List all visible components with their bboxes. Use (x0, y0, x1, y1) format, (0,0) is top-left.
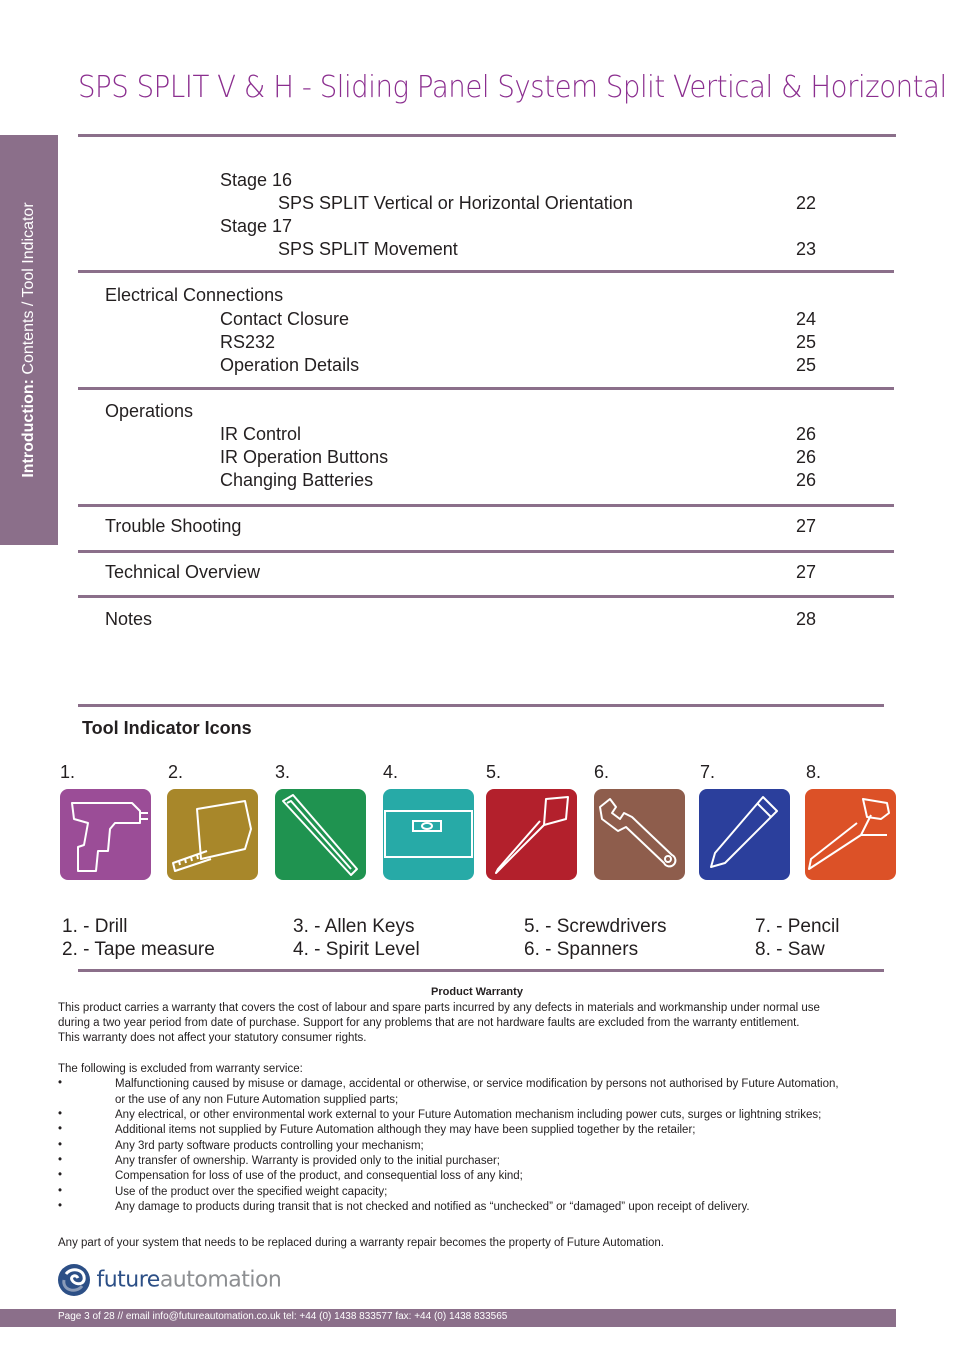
toc-stage17: Stage 17 (220, 216, 293, 236)
legend-tape: 2. - Tape measure (62, 939, 215, 960)
tool-number: 6. (594, 762, 610, 782)
spirit-level-icon (383, 789, 474, 880)
legend-screwdrivers: 5. - Screwdrivers (524, 916, 667, 937)
section-side-tab (0, 135, 58, 545)
bullet: • (58, 1077, 63, 1089)
page-title: SPS SPLIT V & H - Sliding Panel System Split Vertical & Horizontal (78, 70, 947, 105)
toc-item-batteries[interactable]: Changing Batteries (220, 470, 374, 490)
footer-text: Page 3 of 28 // email info@futureautomation.co.uk tel: +44 (0) 1438 833577 fax: +44 (0) 1438 833565 (58, 1311, 508, 1322)
legend-saw: 8. - Saw (755, 939, 825, 960)
allen-keys-icon (275, 789, 366, 880)
toc-section-technical[interactable]: Technical Overview (105, 562, 261, 582)
legend-level: 4. - Spirit Level (293, 939, 420, 960)
tool-number: 2. (168, 762, 184, 782)
drill-icon (60, 789, 151, 880)
excluded-item: Any 3rd party software products controlling your mechanism; (115, 1140, 424, 1152)
pencil-icon (699, 789, 790, 880)
toc-page: 26 (796, 447, 817, 467)
saw-icon (805, 789, 896, 880)
tool-number: 4. (383, 762, 399, 782)
toc-item-opdetails[interactable]: Operation Details (220, 355, 360, 375)
toc-page: 27 (796, 516, 817, 536)
tool-number: 1. (60, 762, 76, 782)
toc-page: 26 (796, 424, 817, 444)
excluded-item: Compensation for loss of use of the product, and consequential loss of any kind; (115, 1170, 523, 1182)
toc-item-orientation[interactable]: SPS SPLIT Vertical or Horizontal Orientation (278, 193, 633, 213)
toc-item-contact[interactable]: Contact Closure (220, 309, 350, 329)
warranty-text: This warranty does not affect your statutory consumer rights. (58, 1032, 367, 1044)
company-logo (56, 1262, 281, 1298)
toc-page: 27 (796, 562, 817, 582)
tool-number: 3. (275, 762, 291, 782)
side-tab-subtitle: Contents / Tool Indicator (20, 202, 37, 380)
toc-divider (78, 504, 894, 507)
tool-number: 7. (700, 762, 716, 782)
tools-heading: Tool Indicator Icons (82, 718, 252, 738)
excluded-item: Any damage to products during transit that is not checked and notified as “unchecked” or “damaged” upon receipt of delivery. (115, 1201, 750, 1213)
tools-bottom-divider (78, 969, 884, 972)
excluded-intro: The following is excluded from warranty service: (58, 1063, 303, 1075)
bullet: • (58, 1185, 63, 1197)
warranty-title: Product Warranty (431, 986, 523, 998)
toc-section-notes[interactable]: Notes (105, 609, 153, 629)
logo-swirl-icon (56, 1262, 92, 1298)
side-tab-section: Introduction: (20, 379, 37, 478)
bullet: • (58, 1169, 63, 1181)
warranty-text: during a two year period from date of purchase. Support for any problems that are not hardware faults are excluded from the warranty entitlement. (58, 1017, 800, 1029)
spanner-icon (594, 789, 685, 880)
warranty-text: This product carries a warranty that covers the cost of labour and spare parts incurred by any defects in materials and workmanship under normal use (58, 1002, 820, 1014)
toc-section-trouble[interactable]: Trouble Shooting (105, 516, 242, 536)
toc-page: 23 (796, 239, 817, 259)
tool-number: 8. (806, 762, 822, 782)
legend-pencil: 7. - Pencil (755, 916, 840, 937)
bullet: • (58, 1123, 63, 1135)
legend-drill: 1. - Drill (62, 916, 128, 937)
excluded-item: or the use of any non Future Automation supplied parts; (115, 1094, 399, 1106)
toc-page: 24 (796, 309, 817, 329)
excluded-item: Use of the product over the specified weight capacity; (115, 1186, 388, 1198)
toc-divider (78, 387, 894, 390)
title-divider (78, 134, 896, 137)
toc-item-movement[interactable]: SPS SPLIT Movement (278, 239, 458, 259)
toc-item-rs232[interactable]: RS232 (220, 332, 276, 352)
toc-divider (78, 595, 894, 598)
toc-page: 22 (796, 193, 817, 213)
toc-divider (78, 270, 894, 273)
toc-page: 28 (796, 609, 817, 629)
legend-allen: 3. - Allen Keys (293, 916, 415, 937)
bullet: • (58, 1200, 63, 1212)
toc-page: 25 (796, 332, 817, 352)
logo-text-future: future (96, 1267, 160, 1293)
excluded-item: Additional items not supplied by Future Automation although they may have been supplied together by the retailer; (115, 1124, 696, 1136)
toc-item-ir[interactable]: IR Control (220, 424, 302, 444)
warranty-closing: Any part of your system that needs to be replaced during a warranty repair becomes the property of Future Automation. (58, 1237, 664, 1249)
tool-number: 5. (486, 762, 502, 782)
toc-page: 26 (796, 470, 817, 490)
screwdriver-icon (486, 789, 577, 880)
excluded-item: Any electrical, or other environmental work external to your Future Automation mechanism including power cuts, surges or lightning strikes; (115, 1109, 822, 1121)
excluded-item: Any transfer of ownership. Warranty is provided only to the initial purchaser; (115, 1155, 501, 1167)
toc-section-electrical[interactable]: Electrical Connections (105, 285, 284, 305)
toc-page: 25 (796, 355, 817, 375)
toc-section-operations[interactable]: Operations (105, 401, 194, 421)
tools-divider (78, 704, 884, 707)
toc-item-irbuttons[interactable]: IR Operation Buttons (220, 447, 389, 467)
logo-text-automation: automation (159, 1267, 282, 1293)
tape-measure-icon (167, 789, 258, 880)
toc-divider (78, 550, 894, 553)
bullet: • (58, 1108, 63, 1120)
excluded-item: Malfunctioning caused by misuse or damage, accidental or otherwise, or service modification by persons not authorised by Future Automation, (115, 1078, 839, 1090)
bullet: • (58, 1139, 63, 1151)
legend-spanners: 6. - Spanners (524, 939, 639, 960)
bullet: • (58, 1154, 63, 1166)
toc-stage16: Stage 16 (220, 170, 293, 190)
footer-bar (0, 1309, 896, 1327)
